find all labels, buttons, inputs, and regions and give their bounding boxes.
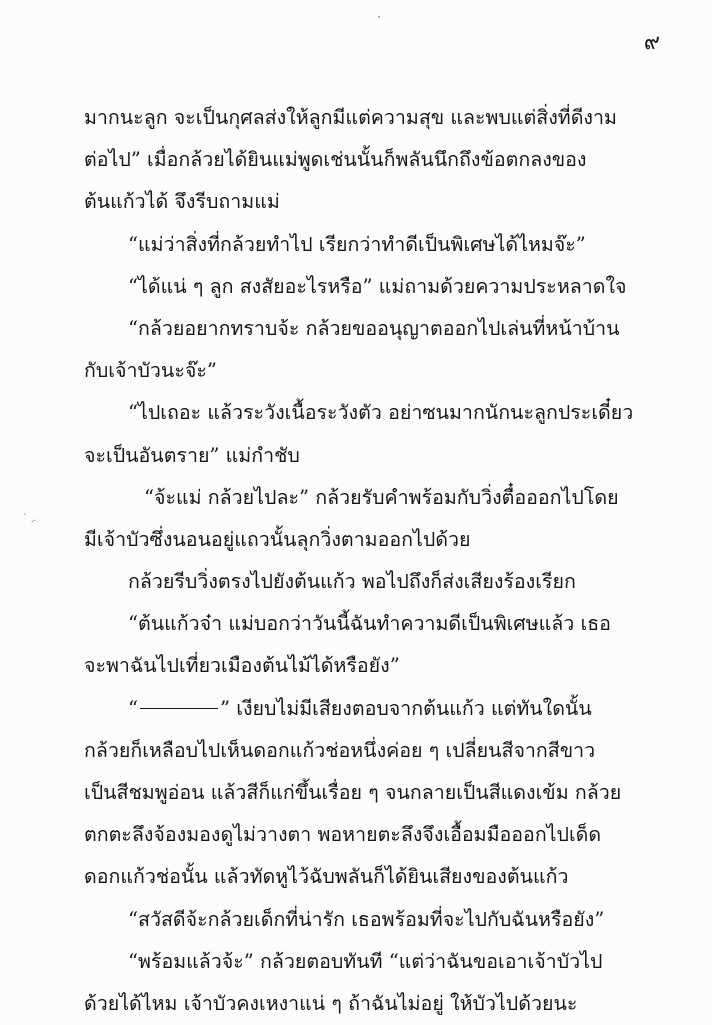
text-line: จะเป็นอันตราย” แม่กำชับ [84,443,300,467]
text-line: “กล้วยอยากทราบจ้ะ กล้วยขออนุญาตออกไปเล่นที่หน้าบ้าน [128,316,620,340]
text-line: ดอกแก้วช่อนั้น แล้วทัดหูไว้ฉับพลันก็ได้ยินเสียงของต้นแก้ว [84,865,569,889]
scan-speck [378,16,380,18]
text-line: จะพาฉันไปเที่ยวเมืองต้นไม้ได้หรือยัง” [84,654,400,678]
text-line: “พร้อมแล้วจ้ะ” กล้วยตอบทันที “แต่ว่าฉันขอเอาเจ้าบัวไป [128,949,603,973]
text-line: “ไปเถอะ แล้วระวังเนื้อระวังตัว อย่าซนมากนักนะลูกประเดี๋ยว [128,401,634,425]
page-number: ๙ [643,30,660,55]
text-line: เป็นสีชมพูอ่อน แล้วสีก็แก่ขึ้นเรื่อย ๆ จนกลายเป็นสีแดงเข้ม กล้วย [84,781,622,804]
text-line: “แม่ว่าสิ่งที่กล้วยทำไป เรียกว่าทำดีเป็นพิเศษได้ไหมจ๊ะ” [128,232,586,256]
text-line: ตกตะลึงจ้องมองดูไม่วางตา พอหายตะลึงจึงเอื้อมมือออกไปเด็ด [84,823,602,847]
fill-in-blank [140,707,218,709]
body-text [84,97,664,1025]
text-line: กับเจ้าบัวนะจ๊ะ” [84,359,217,383]
text-line: “ ” เงียบไม่มีเสียงตอบจากต้นแก้ว แต่ทันใดนั้น [128,696,592,720]
margin-mark: ˙ ̤ [21,508,37,526]
text-line: มากนะลูก จะเป็นกุศลส่งให้ลูกมีแต่ความสุข และพบแต่สิ่งที่ดีงาม [84,106,617,129]
text-line: มีเจ้าบัวซึ่งนอนอยู่แถวนั้นลุกวิ่งตามออกไปด้วย [84,527,471,551]
text-line: ต่อไป” เมื่อกล้วยได้ยินแม่พูดเช่นนั้นก็พลันนึกถึงข้อตกลงของ [84,148,587,172]
text-line: ต้นแก้วได้ จึงรีบถามแม่ [84,190,280,214]
text-line: กล้วยก็เหลือบไปเห็นดอกแก้วช่อหนึ่งค่อย ๆ เปลี่ยนสีจากสีขาว [84,738,596,762]
text-line: “ได้แน่ ๆ ลูก สงสัยอะไรหรือ” แม่ถามด้วยความประหลาดใจ [128,274,627,298]
text-line: “ต้นแก้วจ๋า แม่บอกว่าวันนี้ฉันทำความดีเป็นพิเศษแล้ว เธอ [128,612,611,636]
text-line: “จ้ะแม่ กล้วยไปละ” กล้วยรับคำพร้อมกับวิ่งตื๋อออกไปโดย [144,485,619,509]
text-line: “สวัสดีจ้ะกล้วยเด็กที่น่ารัก เธอพร้อมที่จะไปกับฉันหรือยัง” [128,907,605,931]
text-line: กล้วยรีบวิ่งตรงไปยังต้นแก้ว พอไปถึงก็ส่งเสียงร้องเรียก [128,570,576,594]
text-line: ด้วยได้ไหม เจ้าบัวคงเหงาแน่ ๆ ถ้าฉันไม่อยู่ ให้บัวไปด้วยนะ [84,991,578,1015]
